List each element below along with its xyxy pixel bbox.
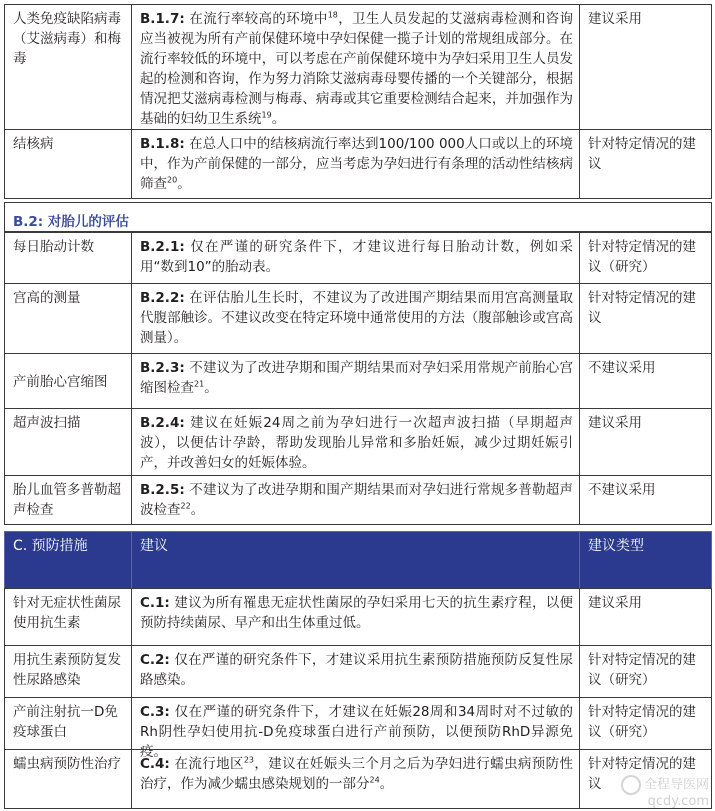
recommendation-id: B.1.8: [140,136,185,152]
recommendation-id: B.2.2: [140,290,185,306]
footnote-ref: 20 [167,175,178,185]
footnote-ref: 22 [180,501,191,511]
table-row [0,232,715,284]
recommendation-id: C.3: [140,704,170,720]
table-row [0,353,715,409]
recommendation-id: C.2: [140,652,170,668]
recommendation-cell: B.2.4: 建议在妊娠24周之前为孕妇进行一次超声波扫描（早期超声波），以便估计孕龄，帮助发现胎儿异常和多胎妊娠，减少过期妊娠引产，并改善妇女的妊娠体验。 [131,408,580,476]
section-heading: B.2: 对胎儿的评估 [4,202,712,232]
table-row [0,749,715,809]
recommendation-cell: B.2.3: 不建议为了改进孕期和围产期结果而对孕妇采用常规产前胎心宫缩图检查$^{21}$。 [131,353,580,409]
recommendation-type-cell: 建议采用 [579,4,712,130]
footnote-ref: 24 [369,775,380,785]
recommendation-type-cell: 建议采用 [579,408,712,476]
recommendation-type-cell: 针对特定情况的建议（研究） [579,697,712,750]
watermark: 全程导医网 qcdy.com [621,775,709,809]
recommendation-id: B.2.3: [140,360,185,376]
recommendation-id: C.4: [140,756,170,772]
topic-cell: 每日胎动计数 [4,232,132,284]
topic-cell: 蠕虫病预防性治疗 [4,749,132,809]
footnote-ref: 21 [194,379,205,389]
topic-cell: 结核病 [4,129,132,199]
recommendation-cell: C.1: 建议为所有罹患无症状性菌尿的孕妇采用七天的抗生素疗程，以便预防持续菌尿、早产和出生体重过低。 [131,588,580,646]
watermark-logo-icon [621,775,641,795]
footnote-ref: 19 [261,110,272,120]
recommendation-cell: B.1.8: 在总人口中的结核病流行率达到100/100 000人口或以上的环境中，作为产前保健的一部分，应当考虑为孕妇进行有条理的活动性结核病筛查$^{20}$。 [131,129,580,199]
topic-cell: 产前胎心宫缩图 [4,353,132,409]
recommendation-type-cell: 针对特定情况的建议 [579,283,712,354]
recommendation-id: B.2.4: [140,415,185,431]
recommendation-type-cell: 不建议采用 [579,475,712,525]
header-recommendation-type: 建议类型 [579,531,712,589]
recommendation-id: B.2.5: [140,482,185,498]
recommendation-cell: B.2.1: 仅在严谨的研究条件下，才建议进行每日胎动计数，例如采用“数到10”的胎动表。 [131,232,580,284]
table-row [0,283,715,354]
topic-cell: 胎儿血管多普勒超声检查 [4,475,132,525]
topic-cell: 人类免疫缺陷病毒（艾滋病毒）和梅毒 [4,4,132,130]
recommendation-type-cell: 针对特定情况的建议（研究） [579,645,712,698]
table-row [0,475,715,525]
recommendation-cell: C.4: 在流行地区$^{23}$，建议在妊娠头三个月之后为孕妇进行蠕虫病预防性治疗，作为减少蠕虫感染规划的一部分$^{24}$。 [131,749,580,809]
topic-cell: 用抗生素预防复发性尿路感染 [4,645,132,698]
header-prevention: C. 预防措施 [4,531,132,589]
recommendation-type-cell: 针对特定情况的建议 [579,749,712,809]
recommendation-id: B.1.7: [140,11,185,27]
table-row [0,408,715,476]
recommendation-cell: B.2.5: 不建议为了改进孕期和围产期结果而对孕妇进行常规多普勒超声波检查$^{22}$。 [131,475,580,525]
recommendation-cell: C.3: 仅在严谨的研究条件下，才建议在妊娠28周和34周时对不过敏的Rh阴性孕妇使用抗-D免疫球蛋白进行产前预防，以便预防RhD异源免疫。 [131,697,580,750]
table-row [0,129,715,199]
table-row [0,645,715,698]
topic-cell: 宫高的测量 [4,283,132,354]
table-header-row [0,531,715,589]
recommendation-type-cell: 针对特定情况的建议 [579,129,712,199]
recommendation-cell: B.1.7: 在流行率较高的环境中$^{18}$，卫生人员发起的艾滋病毒检测和咨询应当被视为所有产前保健环境中孕妇保健一揽子计划的常规组成部分。在流行率较低的环境中，可以考虑在产前保健环境中为孕妇采用卫生人员发起的检测和咨询，作为努力消除艾滋病毒母婴传播的一个关键部分，根据情况把艾滋病毒检测与梅毒、病毒或其它重要检测结合起来，并加强作为基础的妇幼卫生系统$^{19}$。 [131,4,580,130]
topic-cell: 针对无症状性菌尿使用抗生素 [4,588,132,646]
topic-cell: 产前注射抗一D免疫球蛋白 [4,697,132,750]
recommendation-type-cell: 不建议采用 [579,353,712,409]
footnote-ref: 18 [327,10,338,20]
footnote-ref: 23 [243,755,255,765]
header-recommendation: 建议 [131,531,580,589]
recommendation-cell: C.2: 仅在严谨的研究条件下，才建议采用抗生素预防措施预防反复性尿路感染。 [131,645,580,698]
recommendation-id: C.1: [140,595,170,611]
table-row [0,588,715,646]
recommendation-type-cell: 针对特定情况的建议（研究） [579,232,712,284]
table-row [0,4,715,130]
recommendation-id: B.2.1: [140,239,185,255]
recommendation-type-cell: 建议采用 [579,588,712,646]
topic-cell: 超声波扫描 [4,408,132,476]
recommendation-cell: B.2.2: 在评估胎儿生长时，不建议为了改进围产期结果而用宫高测量取代腹部触诊。不建议改变在特定环境中通常使用的方法（腹部触诊或宫高测量）。 [131,283,580,354]
